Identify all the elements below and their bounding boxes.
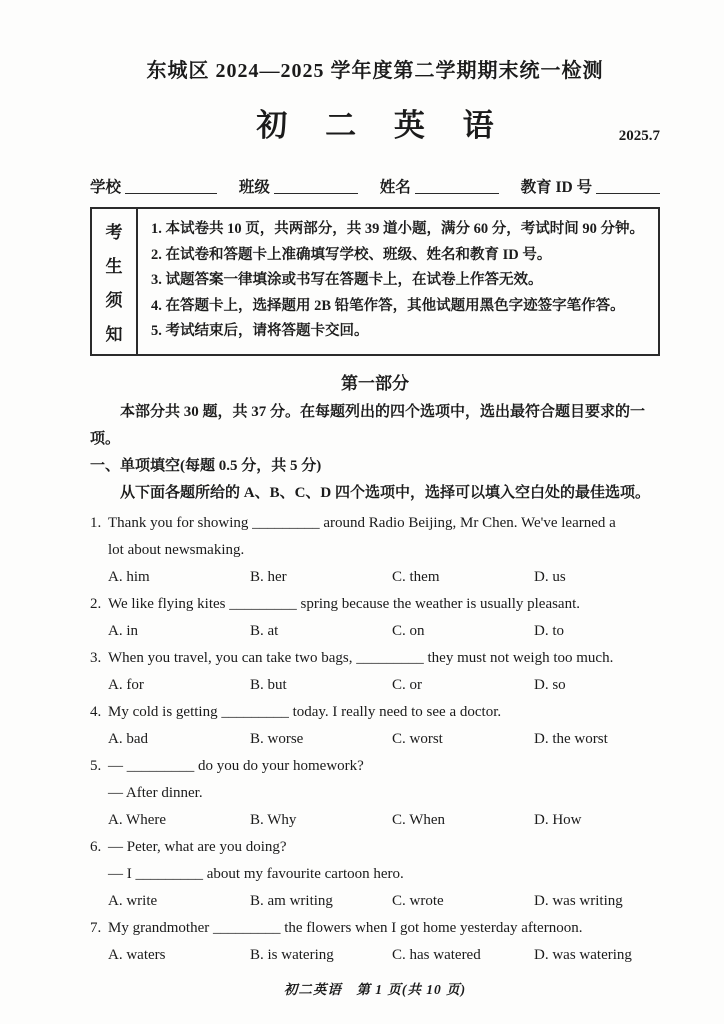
- section-one-title: 一、单项填空(每题 0.5 分，共 5 分): [90, 457, 322, 474]
- question-stem: [90, 510, 660, 537]
- question-stem-continuation: lot about newsmaking.: [108, 541, 245, 558]
- option-b: B. but: [250, 676, 287, 693]
- option-a: A. Where: [108, 811, 167, 828]
- name-field-label: 姓名: [379, 179, 411, 196]
- name-field: [380, 175, 499, 197]
- question-stem-text: We like flying kites _________ spring because the weather is usually pleasant.: [108, 595, 581, 612]
- notice-side-char: 考: [105, 222, 123, 242]
- education-id-field-label: 教育 ID 号: [520, 179, 593, 196]
- exam-date: 2025.7: [618, 128, 660, 144]
- question-stem-text: — _________ do you do your homework?: [108, 757, 364, 774]
- option-b: B. is watering: [250, 946, 334, 963]
- question-stem-continuation: — After dinner.: [108, 784, 203, 801]
- question-stem: [90, 591, 660, 618]
- notice-item: 1. 本试卷共 10 页，共两部分，共 39 道小题，满分 60 分，考试时间 90 分钟。: [151, 221, 644, 237]
- part-one-title: 第一部分: [341, 373, 409, 393]
- option-c: C. worst: [392, 730, 443, 747]
- options-row: [108, 618, 660, 645]
- option-c: C. wrote: [392, 892, 444, 909]
- question-2: [90, 591, 660, 645]
- school-field-label: 学校: [90, 179, 122, 196]
- option-d: D. to: [534, 622, 564, 639]
- option-d: D. was writing: [534, 892, 623, 909]
- subject-header: [90, 105, 660, 147]
- part-one-intro: 本部分共 30 题，共 37 分。在每题列出的四个选项中，选出最符合题目要求的一项。: [90, 403, 646, 447]
- option-a: A. in: [108, 622, 138, 639]
- notice-item: 4. 在答题卡上，选择题用 2B 铅笔作答，其他试题用黑色字迹签字笔作答。: [151, 297, 625, 314]
- exam-session-title: 东城区 2024—2025 学年度第二学期期末统一检测: [146, 60, 604, 82]
- question-stem-text: — Peter, what are you doing?: [108, 838, 287, 855]
- education-id-field: [521, 175, 660, 197]
- question-stem: [90, 834, 660, 861]
- question-6: [90, 834, 660, 915]
- option-d: D. was watering: [534, 946, 632, 963]
- class-blank-line: [274, 179, 358, 194]
- options-row: [108, 888, 660, 915]
- question-1: [90, 510, 660, 591]
- options-row: [108, 672, 660, 699]
- option-c: C. When: [392, 811, 446, 828]
- option-c: C. them: [392, 568, 440, 585]
- school-field: [90, 175, 217, 197]
- notice-item: 2. 在试卷和答题卡上准确填写学校、班级、姓名和教育 ID 号。: [151, 246, 552, 263]
- option-a: A. waters: [108, 946, 166, 963]
- option-a: A. him: [108, 568, 150, 585]
- subject-title: 初 二 英 语: [256, 108, 509, 143]
- options-row: [108, 564, 660, 591]
- option-c: C. has watered: [392, 946, 481, 963]
- name-blank-line: [415, 179, 499, 194]
- page-footer: 初二英语 第 1 页(共 10 页): [283, 981, 467, 997]
- question-4: [90, 699, 660, 753]
- option-a: A. bad: [108, 730, 148, 747]
- question-3: [90, 645, 660, 699]
- option-c: C. on: [392, 622, 425, 639]
- option-b: B. worse: [250, 730, 304, 747]
- education-id-blank-line: [596, 179, 660, 194]
- school-blank-line: [125, 179, 217, 194]
- student-info-row: [90, 175, 660, 197]
- question-stem: [90, 915, 660, 942]
- question-number: 4.: [90, 703, 102, 720]
- options-row: [108, 942, 660, 969]
- candidate-notice-box: [90, 207, 660, 356]
- question-number: 7.: [90, 919, 102, 936]
- question-stem: [90, 699, 660, 726]
- question-number: 2.: [90, 595, 102, 612]
- option-c: C. or: [392, 676, 422, 693]
- notice-side-label: [92, 209, 138, 354]
- class-field: [239, 175, 358, 197]
- option-d: D. How: [534, 811, 582, 828]
- question-5: [90, 753, 660, 834]
- option-a: A. for: [108, 676, 144, 693]
- notice-item: 5. 考试结束后，请将答题卡交回。: [151, 323, 369, 339]
- question-stem-text: My cold is getting _________ today. I really need to see a doctor.: [108, 703, 502, 720]
- class-field-label: 班级: [238, 179, 270, 196]
- option-d: D. us: [534, 568, 566, 585]
- question-number: 3.: [90, 649, 102, 666]
- question-number: 5.: [90, 757, 102, 774]
- notice-side-char: 知: [105, 324, 123, 344]
- notice-side-char: 须: [105, 290, 123, 310]
- notice-item: 3. 试题答案一律填涂或书写在答题卡上，在试卷上作答无效。: [151, 272, 543, 288]
- option-b: B. her: [250, 568, 287, 585]
- option-a: A. write: [108, 892, 158, 909]
- question-stem-text: When you travel, you can take two bags, _________ they must not weigh too much.: [108, 649, 614, 666]
- option-b: B. at: [250, 622, 279, 639]
- question-number: 1.: [90, 514, 102, 531]
- question-list: [90, 510, 660, 969]
- question-stem: [90, 753, 660, 780]
- option-d: D. so: [534, 676, 566, 693]
- notice-items: [138, 209, 658, 354]
- question-stem-text: My grandmother _________ the flowers when I got home yesterday afternoon.: [108, 919, 583, 936]
- option-d: D. the worst: [534, 730, 608, 747]
- question-stem-text: Thank you for showing _________ around Radio Beijing, Mr Chen. We've learned a: [108, 514, 616, 531]
- options-row: [108, 807, 660, 834]
- options-row: [108, 726, 660, 753]
- question-stem: [90, 645, 660, 672]
- question-number: 6.: [90, 838, 102, 855]
- notice-side-char: 生: [105, 256, 123, 276]
- section-one-intro: 从下面各题所给的 A、B、C、D 四个选项中，选择可以填入空白处的最佳选项。: [120, 484, 651, 501]
- option-b: B. Why: [250, 811, 297, 828]
- option-b: B. am writing: [250, 892, 333, 909]
- question-stem-continuation: — I _________ about my favourite cartoon hero.: [108, 865, 404, 882]
- question-7: [90, 915, 660, 969]
